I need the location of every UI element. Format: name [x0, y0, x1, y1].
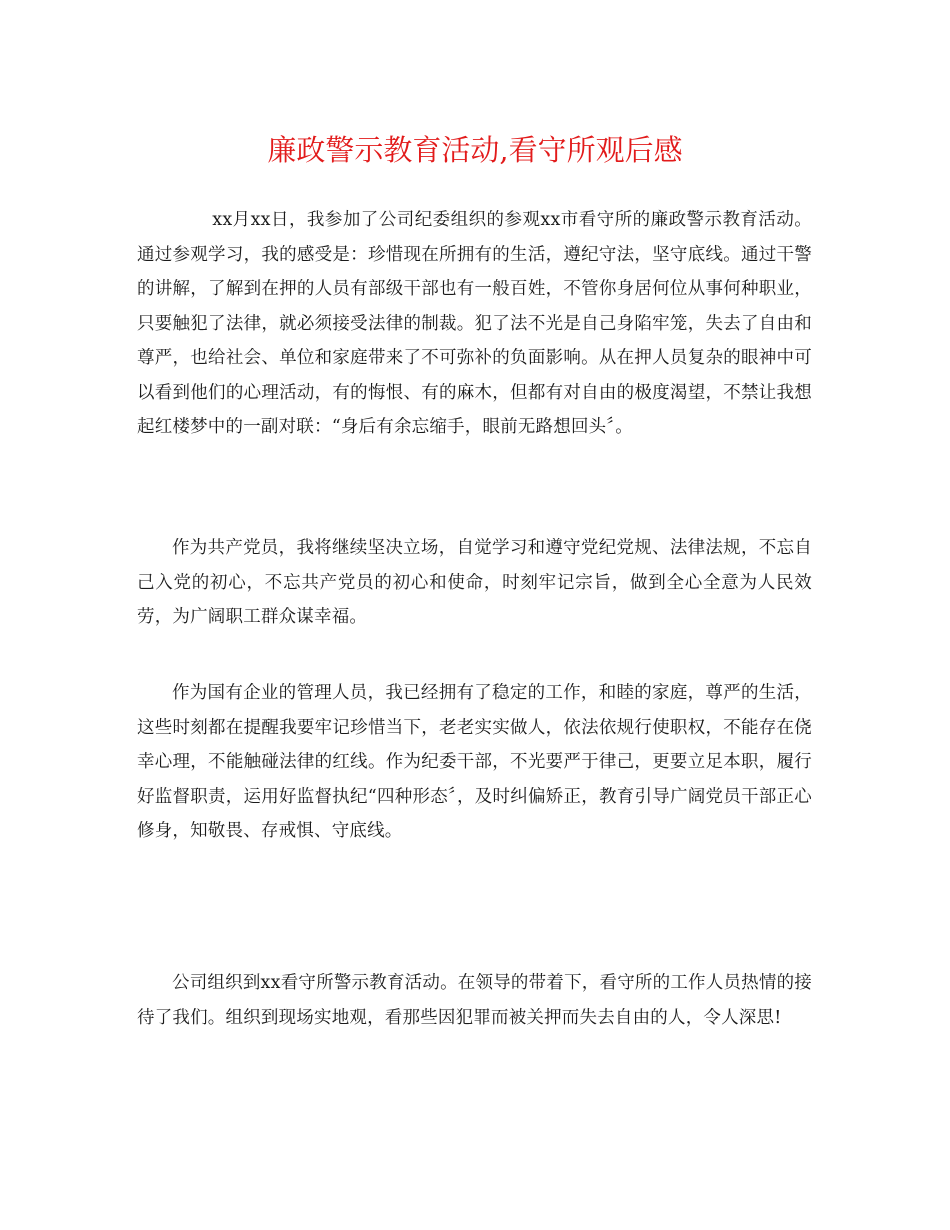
- paragraph-company-visit: 公司组织到xx看守所警示教育活动。在领导的带着下，看守所的工作人员热情的接待了我们。组织到现场实地观，看那些因犯罪而被关押而失去自由的人，令人深思!: [137, 973, 812, 1028]
- paragraph-visit-reflection: xx月xx日，我参加了公司纪委组织的参观xx市看守所的廉政警示教育活动。通过参观学习，我的感受是：珍惜现在所拥有的生活，遵纪守法，坚守底线。通过干警的讲解，了解到在押的人员有部级干部也有一般百姓，不管你身居何位从事何种职业，只要触犯了法律，就必须接受法律的制裁。犯了法不光是自己身陷牢笼，失去了自由和尊严，也给社会、单位和家庭带来了不可弥补的负面影响。从在押人员复杂的眼神中可以看到他们的心理活动，有的悔恨、有的麻木，但都有对自由的极度渴望，不禁让我想起红楼梦中的一副对联：“身后有余忘缩手，眼前无路想回头〞。: [137, 210, 812, 437]
- paragraph-party-member-commitment: 作为共产党员，我将继续坚决立场，自觉学习和遵守党纪党规、法律法规，不忘自己入党的初心，不忘共产党员的初心和使命，时刻牢记宗旨，做到全心全意为人民效劳，为广阔职工群众谋幸福。: [137, 538, 812, 627]
- paragraph-manager-responsibility: 作为国有企业的管理人员，我已经拥有了稳定的工作，和睦的家庭，尊严的生活，这些时刻都在提醒我要牢记珍惜当下，老老实实做人，依法依规行使职权，不能存在侥幸心理，不能触碰法律的红线。作为纪委干部，不光要严于律己，更要立足本职，履行好监督职责，运用好监督执纪“四种形态〞，及时纠偏矫正，教育引导广阔党员干部正心修身，知敬畏、存戒惧、守底线。: [137, 683, 812, 841]
- document-title: 廉政警示教育活动,看守所观后感: [267, 133, 683, 167]
